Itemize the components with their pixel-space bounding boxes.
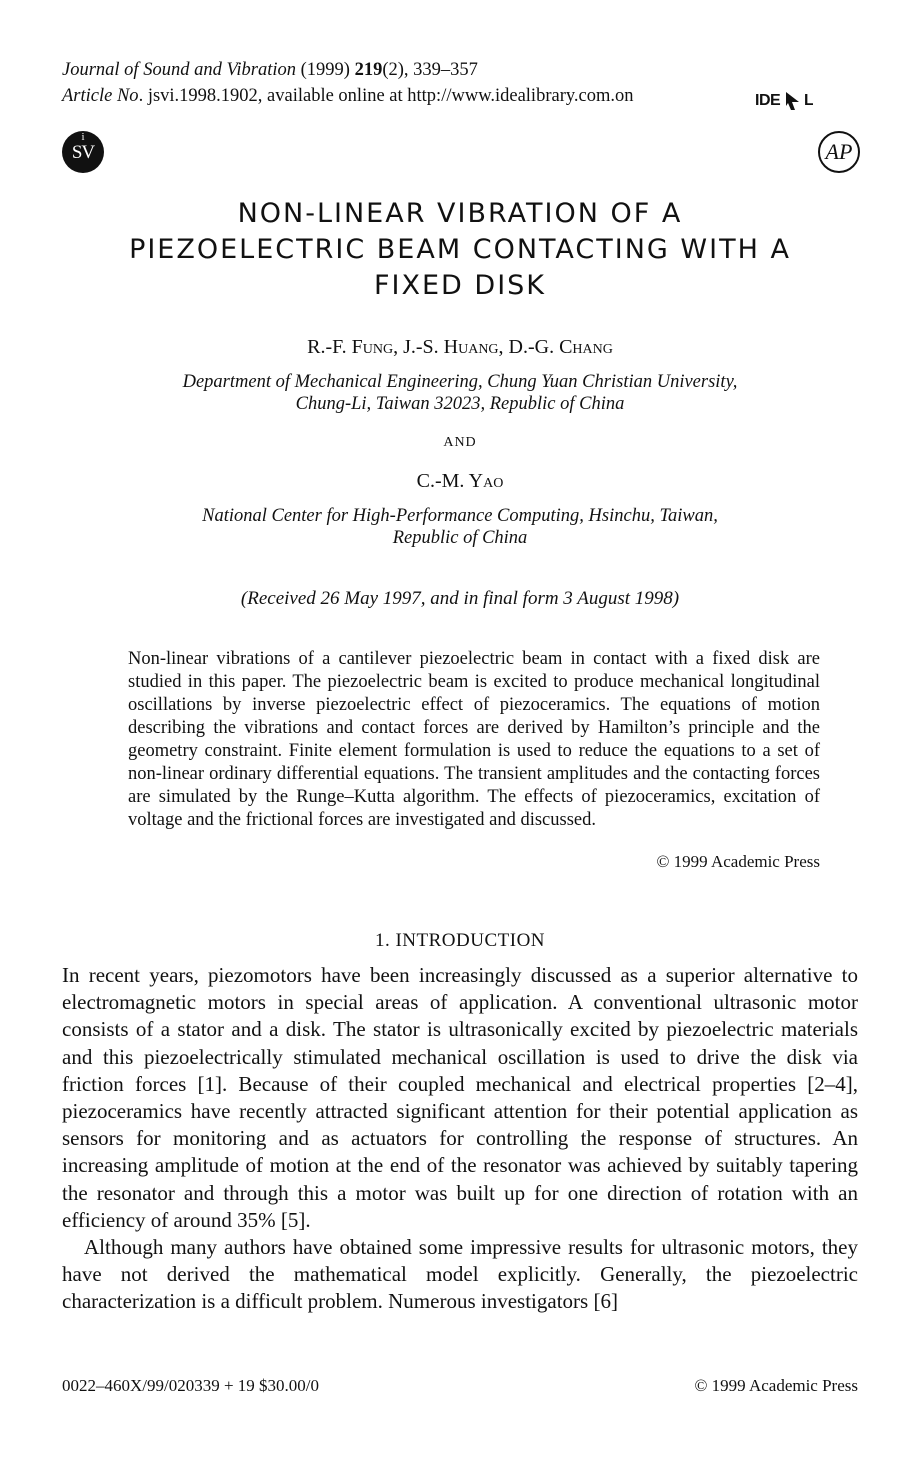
footer-copyright: © 1999 Academic Press <box>694 1376 858 1395</box>
section-heading: 1. INTRODUCTION <box>374 930 546 951</box>
body-text <box>62 962 858 1316</box>
affiliation-secondary: National Center for High-Performance Computing, Hsinchu, Taiwan, Republic of China <box>202 506 718 548</box>
abstract-copyright: © 1999 Academic Press <box>656 852 820 871</box>
ideal-logo <box>755 88 813 117</box>
journal-volume: 219 <box>354 60 383 80</box>
sv-logo-icon: i SV <box>62 131 104 173</box>
and-separator: AND <box>443 435 477 450</box>
paper-title <box>60 196 860 304</box>
abstract <box>128 648 820 832</box>
article-info: . jsvi.1998.1902, available online at http://www.idealibrary.com.on <box>138 86 634 106</box>
received-dates: (Received 26 May 1997, and in final form 3 August 1998) <box>240 588 680 609</box>
paragraph: In recent years, piezomotors have been increasingly discussed as a superior alternative to electromagnetic motors in special areas of application. A conventional ultrasonic motor consists of a stator and a disk. The stator is ultrasonically excited by piezoelectric materials and this piezoelectrically stimulated mechanical oscillation is used to drive the disk via friction forces [1]. Because of their coupled mechanical and electrical properties [2–4], piezoceramics have recently attracted significant attention for their potential application as sensors for monitoring and as actuators for controlling the response of structures. An increasing amplitude of motion at the end of the resonator was achieved by suitably tapering the resonator and through this a motor was built up for one direction of rotation with an efficiency of around 35% [5]. <box>62 963 858 1232</box>
title-line-1: NON-LINEAR VIBRATION OF A <box>237 198 683 229</box>
ideal-logo-icon <box>755 88 813 112</box>
journal-issue-pages: (2), 339–357 <box>382 60 478 80</box>
svg-text:L: L <box>804 92 813 109</box>
journal-name: Journal of Sound and Vibration <box>62 60 296 80</box>
title-line-3: FIXED DISK <box>373 270 547 301</box>
affiliation-primary: Department of Mechanical Engineering, Chung Yuan Christian University, Chung-Li, Taiwan 32023, Republic of China <box>182 372 738 414</box>
journal-year: (1999) <box>300 60 350 80</box>
authors-secondary: C.-M. Yao <box>416 470 504 492</box>
footer-code: 0022–460X/99/020339 + 19 $30.00/0 <box>62 1376 320 1395</box>
ap-logo-icon: AP <box>818 131 860 173</box>
title-line-2: PIEZOELECTRIC BEAM CONTACTING WITH A <box>129 234 791 265</box>
article-line <box>62 84 634 108</box>
authors-primary: R.-F. Fung, J.-S. Huang, D.-G. Chang <box>307 336 613 358</box>
journal-citation <box>62 58 478 82</box>
paragraph: Although many authors have obtained some impressive results for ultrasonic motors, they have not derived the mathematical model explicitly. Generally, the piezoelectric characterization is a difficult problem. Numerous investigators [6] <box>62 1235 858 1314</box>
abstract-text: Non-linear vibrations of a cantilever piezoelectric beam in contact with a fixed disk are studied in this paper. The piezoelectric beam is excited to produce mechanical longitudinal oscillations by inverse piezoelectric effect of piezoceramics. The equations of motion describing the vibrations and contact forces are derived by Hamilton’s principle and the geometry constraint. Finite element formulation is used to reduce the equations to a set of non-linear ordinary differential equations. The transient amplitudes and the contacting forces are simulated by the Runge–Kutta algorithm. The effects of piezoceramics, excitation of voltage and the frictional forces are investigated and discussed. <box>128 649 820 830</box>
article-label: Article No <box>62 86 139 106</box>
svg-text:IDE: IDE <box>755 92 781 109</box>
